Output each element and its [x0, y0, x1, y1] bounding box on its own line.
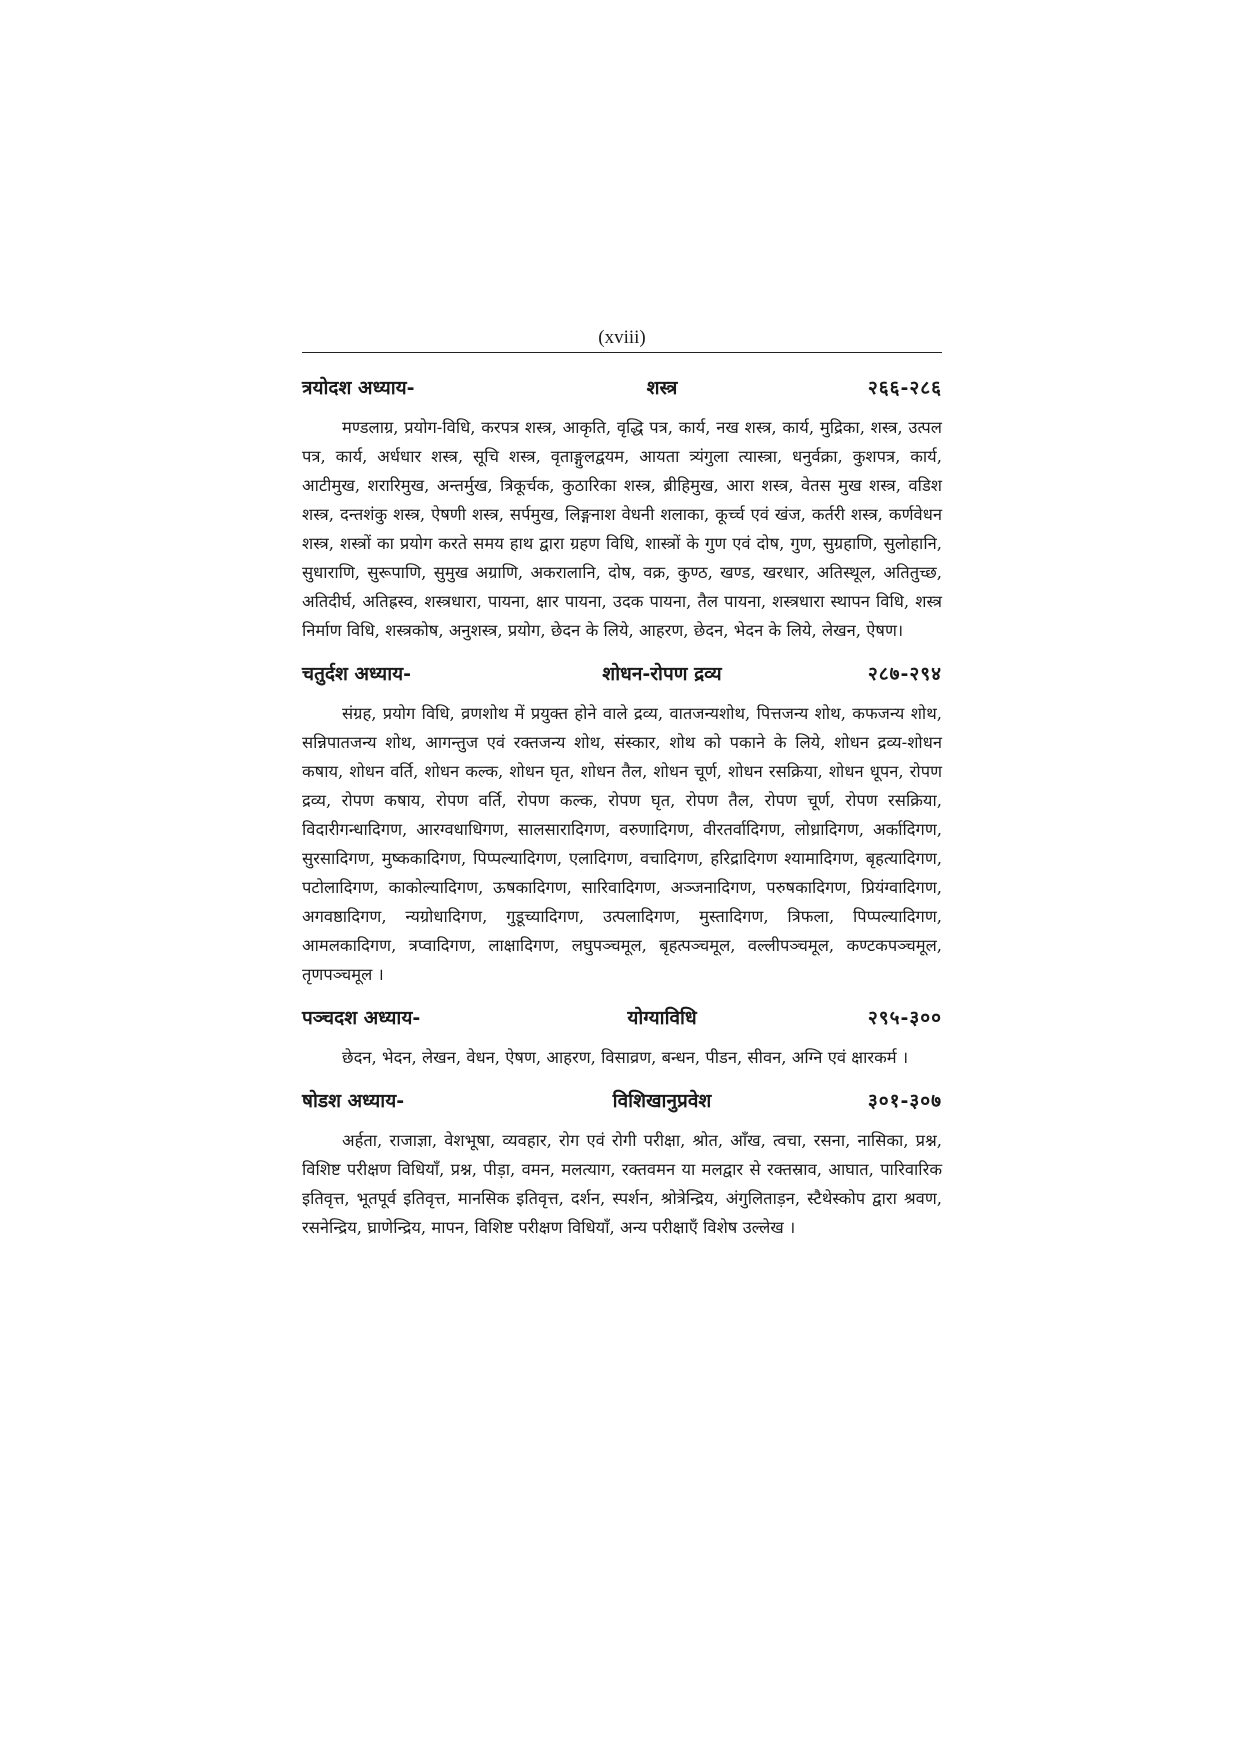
chapter-name: पञ्चदश अध्याय-: [302, 1007, 421, 1029]
chapter-contents-text: छेदन, भेदन, लेखन, वेधन, ऐषण, आहरण, विसाव्रण, बन्धन, पीडन, सीवन, अग्नि एवं क्षारकर्म ।: [342, 1048, 909, 1067]
contents-page: [302, 326, 942, 1256]
chapter-heading: [302, 1086, 942, 1116]
chapter-heading: [302, 1003, 942, 1033]
page-folio: (xviii): [598, 327, 646, 348]
chapter-name: चतुर्दश अध्याय-: [302, 663, 412, 685]
chapter-contents-text: अर्हता, राजाज्ञा, वेशभूषा, व्यवहार, रोग एवं रोगी परीक्षा, श्रोत, आँख, त्वचा, रसना, नासिका, प्रश्न, विशिष्ट परीक्षण विधियाँ, प्रश्न, पीड़ा, वमन, मलत्याग, रक्तवमन या मलद्वार से रक्तस्राव, आघात, पारिवारिक इतिवृत्त, भूतपूर्व इतिवृत्त, मानसिक इतिवृत्त, दर्शन, स्पर्शन, श्रोत्रेन्द्रिय, अंगुलिताड़न, स्टैथेस्कोप द्वारा श्रवण, रसनेन्द्रिय, घ्राणेन्द्रिय, मापन, विशिष्ट परीक्षण विधियाँ, अन्य परीक्षाएँ विशेष उल्लेख ।: [302, 1131, 942, 1237]
chapter-13: [302, 373, 942, 645]
chapter-heading: [302, 659, 942, 689]
chapter-page-range: २६६-२८६: [867, 377, 942, 399]
chapter-name: त्रयोदश अध्याय-: [302, 377, 415, 399]
chapter-topic: योग्याविधि: [627, 1007, 697, 1029]
chapter-contents-text: संग्रह, प्रयोग विधि, व्रणशोथ में प्रयुक्त होने वाले द्रव्य, वातजन्यशोथ, पित्तजन्य शोथ, कफजन्य शोथ, सन्निपातजन्य शोथ, आगन्तुज एवं रक्तजन्य शोथ, संस्कार, शोथ को पकाने के लिये, शोधन द्रव्य-शोधन कषाय, शोधन वर्ति, शोधन कल्क, शोधन घृत, शोधन तैल, शोधन चूर्ण, शोधन रसक्रिया, शोधन धूपन, रोपण द्रव्य, रोपण कषाय, रोपण वर्ति, रोपण कल्क, रोपण घृत, रोपण तैल, रोपण चूर्ण, रोपण रसक्रिया, विदारीगन्धादिगण, आरग्वधाधिगण, सालसारादिगण, वरुणादिगण, वीरतर्वादिगण, लोध्रादिगण, अर्कादिगण, सुरसादिगण, मुष्ककादिगण, पिप्पल्यादिगण, एलादिगण, वचादिगण, हरिद्रादिगण श्यामादिगण, बृहत्यादिगण, पटोलादिगण, काकोल्यादिगण, ऊषकादिगण, सारिवादिगण, अञ्जनादिगण, परुषकादिगण, प्रियंग्वादिगण, अगवष्ठादिगण, न्यग्रोधादिगण, गुडूच्यादिगण, उत्पलादिगण, मुस्तादिगण, त्रिफला, पिप्पल्यादिगण, आमलकादिगण, त्रप्वादिगण, लाक्षादिगण, लघुपञ्चमूल, बृहत्पञ्चमूल, वल्लीपञ्चमूल, कण्टकपञ्चमूल, तृणपञ्चमूल ।: [302, 704, 942, 984]
chapter-page-range: ३०१-३०७: [867, 1090, 942, 1112]
chapter-page-range: २८७-२९४: [867, 663, 942, 685]
chapter-topic: शस्त्र: [646, 377, 678, 399]
chapter-contents-text: मण्डलाग्र, प्रयोग-विधि, करपत्र शस्त्र, आकृति, वृद्धि पत्र, कार्य, नख शस्त्र, कार्य, मुद्रिका, शस्त्र, उत्पल पत्र, कार्य, अर्धधार शस्त्र, सूचि शस्त्र, वृताङ्गुलद्वयम, आयता त्र्यंगुला त्यास्त्रा, धनुर्वक्रा, कुशपत्र, कार्य, आटीमुख, शरारिमुख, अन्तर्मुख, त्रिकूर्चक, कुठारिका शस्त्र, ब्रीहिमुख, आरा शस्त्र, वेतस मुख शस्त्र, वडिश शस्त्र, दन्तशंकु शस्त्र, ऐषणी शस्त्र, सर्पमुख, लिङ्गनाश वेधनी शलाका, कूर्च्च एवं खंज, कर्तरी शस्त्र, कर्णवेधन शस्त्र, शस्त्रों का प्रयोग करते समय हाथ द्वारा ग्रहण विधि, शास्त्रों के गुण एवं दोष, गुण, सुग्रहाणि, सुलोहानि, सुधाराणि, सुरूपाणि, सुमुख अग्राणि, अकरालानि, दोष, वक्र, कुण्ठ, खण्ड, खरधार, अतिस्थूल, अतितुच्छ, अतिदीर्घ, अतिह्रस्व, शस्त्रधारा, पायना, क्षार पायना, उदक पायना, तैल पायना, शस्त्रधारा स्थापन विधि, शस्त्र निर्माण विधि, शस्त्रकोष, अनुशस्त्र, प्रयोग, छेदन के लिये, आहरण, छेदन, भेदन के लिये, लेखन, ऐषण।: [302, 418, 942, 640]
chapter-14: [302, 659, 942, 989]
chapter-16: [302, 1086, 942, 1242]
header-rule: [302, 352, 942, 353]
chapter-topic: शोधन-रोपण द्रव्य: [602, 663, 722, 685]
chapter-15: [302, 1003, 942, 1072]
chapter-topic: विशिखानुप्रवेश: [612, 1090, 712, 1112]
chapter-name: षोडश अध्याय-: [302, 1090, 405, 1112]
chapter-heading: [302, 373, 942, 403]
chapter-page-range: २९५-३००: [867, 1007, 942, 1029]
